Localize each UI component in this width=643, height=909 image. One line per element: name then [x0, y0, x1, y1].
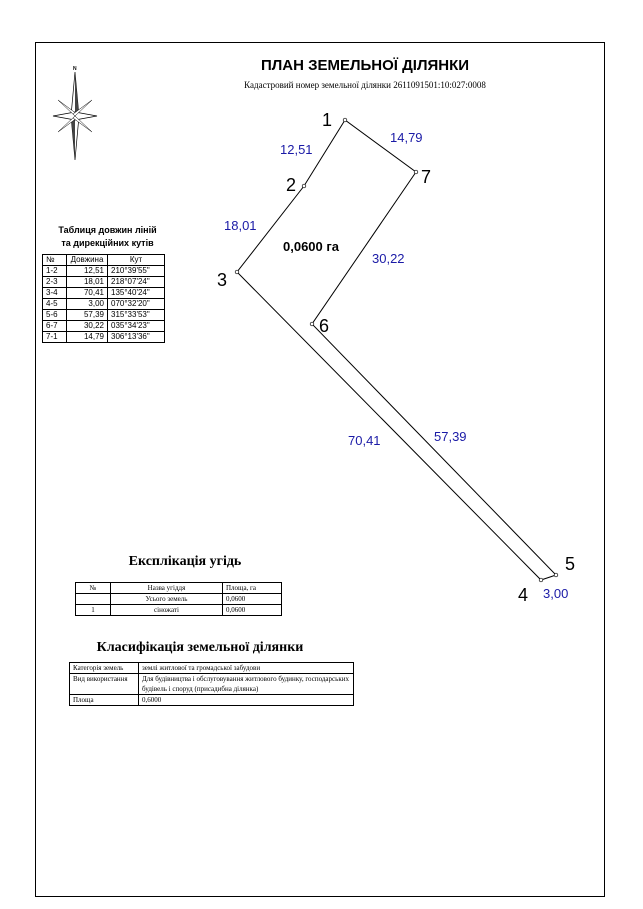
- table-row: [76, 605, 282, 616]
- lines-table-title-line1: Таблиця довжин ліній: [58, 225, 157, 235]
- classification-value-cell: Для будівництва і обслуговування житлового будинку, господарських будівель і споруд (присадибна ділянка): [139, 674, 354, 695]
- length-label-7-1: 14,79: [390, 130, 423, 145]
- length-label-4-5: 3,00: [543, 586, 569, 601]
- vertex-6: [310, 322, 314, 326]
- plot-area-label: 0,0600 га: [283, 239, 340, 254]
- classification-key-cell: Вид використання: [70, 674, 139, 695]
- segment-cell: 4-5: [43, 299, 67, 310]
- table-row: [70, 663, 354, 674]
- table-row: [43, 266, 165, 277]
- classification-key-cell: Площа: [70, 695, 139, 706]
- vertex-2: [302, 184, 306, 188]
- point-label-1: 1: [322, 110, 333, 130]
- length-cell: 70,41: [67, 288, 108, 299]
- land-name-cell: сіножаті: [111, 605, 223, 616]
- area-cell: 0,0600: [223, 594, 282, 605]
- column-header-number: №: [43, 255, 67, 266]
- table-row: [76, 594, 282, 605]
- table-row: [43, 299, 165, 310]
- segment-cell: 7-1: [43, 332, 67, 343]
- area-cell: 0,0600: [223, 605, 282, 616]
- explication-table: [75, 582, 282, 616]
- angle-cell: 070°32'20": [108, 299, 165, 310]
- number-cell: [76, 594, 111, 605]
- angle-cell: 315°33'53": [108, 310, 165, 321]
- column-header-number: №: [76, 583, 111, 594]
- point-label-6: 6: [319, 316, 330, 336]
- classification-key-cell: Категорія земель: [70, 663, 139, 674]
- segment-cell: 5-6: [43, 310, 67, 321]
- compass-icon: [53, 72, 97, 160]
- length-cell: 14,79: [67, 332, 108, 343]
- point-label-3: 3: [217, 270, 228, 290]
- classification-title: Класифікація земельної ділянки: [96, 640, 304, 655]
- length-cell: 30,22: [67, 321, 108, 332]
- column-header-angle: Кут: [108, 255, 165, 266]
- point-label-7: 7: [421, 167, 432, 187]
- length-label-5-6: 57,39: [434, 429, 467, 444]
- angle-cell: 218°07'24": [108, 277, 165, 288]
- angle-cell: 210°39'55": [108, 266, 165, 277]
- column-header-area: Площа, га: [223, 583, 282, 594]
- length-label-6-7: 30,22: [372, 251, 405, 266]
- table-header-row: [43, 255, 165, 266]
- length-cell: 12,51: [67, 266, 108, 277]
- table-row: [43, 288, 165, 299]
- compass-north-label: N: [73, 66, 77, 72]
- length-cell: 3,00: [67, 299, 108, 310]
- table-row: [70, 674, 354, 695]
- segment-cell: 1-2: [43, 266, 67, 277]
- vertex-7: [414, 170, 418, 174]
- table-row: [43, 321, 165, 332]
- length-label-1-2: 12,51: [280, 142, 313, 157]
- angle-cell: 035°34'23": [108, 321, 165, 332]
- cadastral-number: Кадастровий номер земельної ділянки 2611091501:10:027:0008: [244, 80, 486, 90]
- segment-cell: 3-4: [43, 288, 67, 299]
- length-label-2-3: 18,01: [224, 218, 257, 233]
- point-label-2: 2: [286, 175, 297, 195]
- segment-cell: 2-3: [43, 277, 67, 288]
- classification-value-cell: 0,6000: [139, 695, 354, 706]
- length-cell: 57,39: [67, 310, 108, 321]
- table-header-row: [76, 583, 282, 594]
- lines-table-title-line2: та дирекційних кутів: [61, 238, 154, 248]
- segment-cell: 6-7: [43, 321, 67, 332]
- table-row: [43, 310, 165, 321]
- point-label-5: 5: [565, 554, 576, 574]
- point-label-4: 4: [518, 585, 529, 605]
- lines-table: [42, 254, 165, 343]
- lines-table-title: [40, 224, 175, 250]
- land-name-cell: Усього земель: [111, 594, 223, 605]
- table-row: [43, 277, 165, 288]
- explication-title: Експлікація угідь: [128, 554, 242, 569]
- angle-cell: 306°13'36": [108, 332, 165, 343]
- table-row: [43, 332, 165, 343]
- classification-table: [69, 662, 354, 706]
- length-cell: 18,01: [67, 277, 108, 288]
- page-title: ПЛАН ЗЕМЕЛЬНОЇ ДІЛЯНКИ: [260, 57, 470, 74]
- length-label-3-4: 70,41: [348, 433, 381, 448]
- number-cell: 1: [76, 605, 111, 616]
- column-header-length: Довжина: [67, 255, 108, 266]
- classification-value-cell: землі житлової та громадської забудови: [139, 663, 354, 674]
- angle-cell: 135°40'24": [108, 288, 165, 299]
- vertex-1: [343, 118, 347, 122]
- plot-boundary: [237, 120, 556, 580]
- column-header-land-name: Назва угіддя: [111, 583, 223, 594]
- vertex-3: [235, 270, 239, 274]
- vertex-4: [539, 578, 543, 582]
- table-row: [70, 695, 354, 706]
- vertex-5: [554, 573, 558, 577]
